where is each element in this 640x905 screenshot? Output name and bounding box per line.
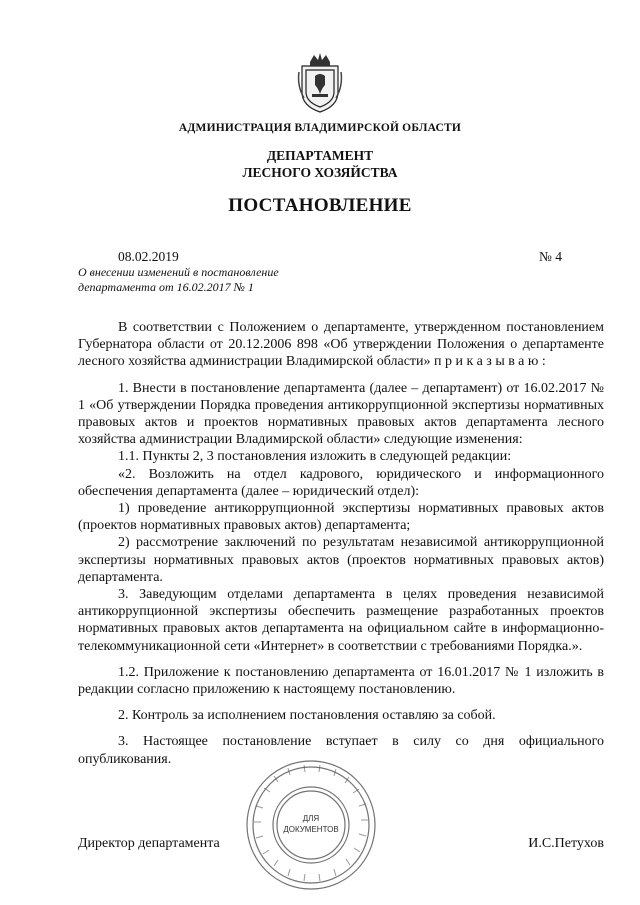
stamp-center-line2: ДОКУМЕНТОВ <box>283 825 339 834</box>
paragraph-1: 1. Внести в постановление департамента (далее – департамент) от 16.02.2017 № 1 «Об утверждении Порядка проведения антикоррупционной экспертизы нормативных правовых актов и проектов нормативных правовых актов департамента лесного хозяйства администрации Владимирской области» следующие изменения: <box>78 380 604 448</box>
paragraph-2-quoted: «2. Возложить на отдел кадрового, юридического и информационного обеспечения департамента (далее – юридический отдел): <box>78 466 604 499</box>
document-date: 08.02.2019 <box>118 249 179 264</box>
paragraph-control: 2. Контроль за исполнением постановления оставляю за собой. <box>118 708 496 724</box>
department-title-line1: ДЕПАРТАМЕНТ <box>266 148 374 163</box>
paragraph-2-item-2: 2) рассмотрение заключений по результатам независимой антикоррупционной экспертизы нормативных правовых актов (проектов нормативных правовых актов) департамента. <box>78 535 604 585</box>
document-subject: О внесении изменений в постановление департамента от 16.02.2017 № 1 <box>78 265 279 294</box>
paragraph-effect: 3. Настоящее постановление вступает в силу со дня официального опубликования. <box>78 734 604 767</box>
signatory-position: Директор департамента <box>78 836 220 851</box>
stamp-center-line1: ДЛЯ <box>302 814 320 823</box>
paragraph-2-item-1: 1) проведение антикоррупционной экспертизы нормативных правовых актов (проектов нормативных правовых актов) департамента; <box>78 501 604 534</box>
document-type: ПОСТАНОВЛЕНИЕ <box>228 195 412 216</box>
paragraph-3-quoted: 3. Заведующим отделами департамента в целях проведения независимой антикоррупционной экспертизы обеспечить размещение разработанных проектов нормативных правовых актов департамента на официальном сайте в информационно-телекоммуникационной сети «Интернет» в соответствии с требованиями Порядка.». <box>78 587 604 654</box>
signatory-name: И.С.Петухов <box>528 836 604 851</box>
paragraph-1-2: 1.2. Приложение к постановлению департамента от 16.01.2017 № 1 изложить в редакции согласно приложению к настоящему постановлению. <box>78 664 604 698</box>
organization-name: АДМИНИСТРАЦИЯ ВЛАДИМИРСКОЙ ОБЛАСТИ <box>178 122 462 134</box>
department-title-line2: ЛЕСНОГО ХОЗЯЙСТВА <box>242 165 398 180</box>
preamble-paragraph <box>78 319 604 371</box>
order-word: приказываю: <box>434 354 550 370</box>
preamble-text: В соответствии с Положением о департаменте, утвержденном постановлением Губернатора области от 20.12.2006 898 «Об утверждении Положения о департаменте лесного хозяйства администрации Владимирской области» <box>78 320 604 370</box>
paragraph-1-1: 1.1. Пункты 2, 3 постановления изложить в следующей редакции: <box>118 449 512 465</box>
official-seal-stamp <box>244 758 378 892</box>
coat-of-arms-emblem <box>296 52 344 114</box>
document-number: № 4 <box>538 249 562 264</box>
document-body <box>78 319 604 768</box>
